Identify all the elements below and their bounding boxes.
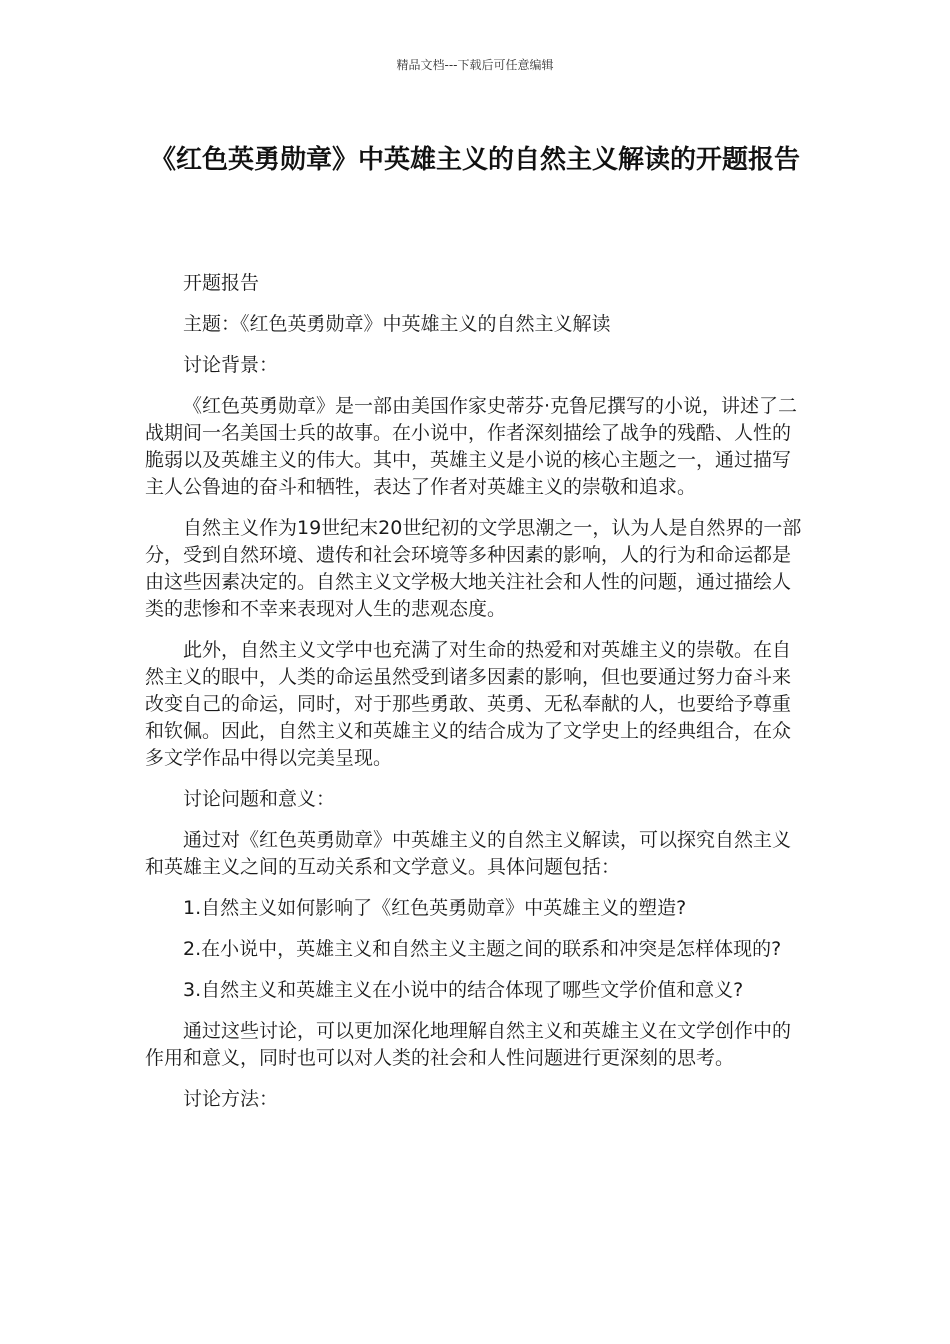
paragraph-background-2: 自然主义作为19世纪末20世纪初的文学思潮之一，认为人是自然界的一部分，受到自然环境、遗传和社会环境等多种因素的影响，人的行为和命运都是由这些因素决定的。自然主义文学极大地关注社会和人性的问题，通过描绘人类的悲惨和不幸来表现对人生的悲观态度。 [145,517,802,620]
paragraph-question-3: 3.自然主义和英雄主义在小说中的结合体现了哪些文学价值和意义? [183,979,744,1001]
page-header: 精品文档---下载后可任意编辑 [396,58,554,72]
paragraph-questions-heading: 讨论问题和意义： [183,788,336,810]
paragraph-significance: 通过这些讨论，可以更加深化地理解自然主义和英雄主义在文学创作中的作用和意义，同时也可以对人类的社会和人性问题进行更深刻的思考。 [145,1020,792,1069]
paragraph-background-3: 此外，自然主义文学中也充满了对生命的热爱和对英雄主义的崇敬。在自然主义的眼中，人类的命运虽然受到诸多因素的影响，但也要通过努力奋斗来改变自己的命运，同时，对于那些勇敢、英勇、无私奉献的人，也要给予尊重和钦佩。因此，自然主义和英雄主义的结合成为了文学史上的经典组合，在众多文学作品中得以完美呈现。 [145,639,792,769]
paragraph-questions-intro: 通过对《红色英勇勋章》中英雄主义的自然主义解读，可以探究自然主义和英雄主义之间的互动关系和文学意义。具体问题包括： [145,829,792,878]
paragraph-background-heading: 讨论背景： [183,354,279,376]
paragraph-topic: 主题：《红色英勇勋章》中英雄主义的自然主义解读 [183,313,611,335]
document-body [145,270,805,1127]
paragraph-methods-heading: 讨论方法： [183,1088,279,1110]
paragraph-question-2: 2.在小说中，英雄主义和自然主义主题之间的联系和冲突是怎样体现的? [183,938,782,960]
document-title: 《红色英勇勋章》中英雄主义的自然主义解读的开题报告 [149,145,800,175]
paragraph-question-1: 1.自然主义如何影响了《红色英勇勋章》中英雄主义的塑造? [183,897,687,919]
paragraph-section-label: 开题报告 [183,272,260,294]
paragraph-background-1: 《红色英勇勋章》是一部由美国作家史蒂芬·克鲁尼撰写的小说，讲述了二战期间一名美国士兵的故事。在小说中，作者深刻描绘了战争的残酷、人性的脆弱以及英雄主义的伟大。其中，英雄主义是小说的核心主题之一，通过描写主人公鲁迪的奋斗和牺牲，表达了作者对英雄主义的崇敬和追求。 [145,395,798,498]
